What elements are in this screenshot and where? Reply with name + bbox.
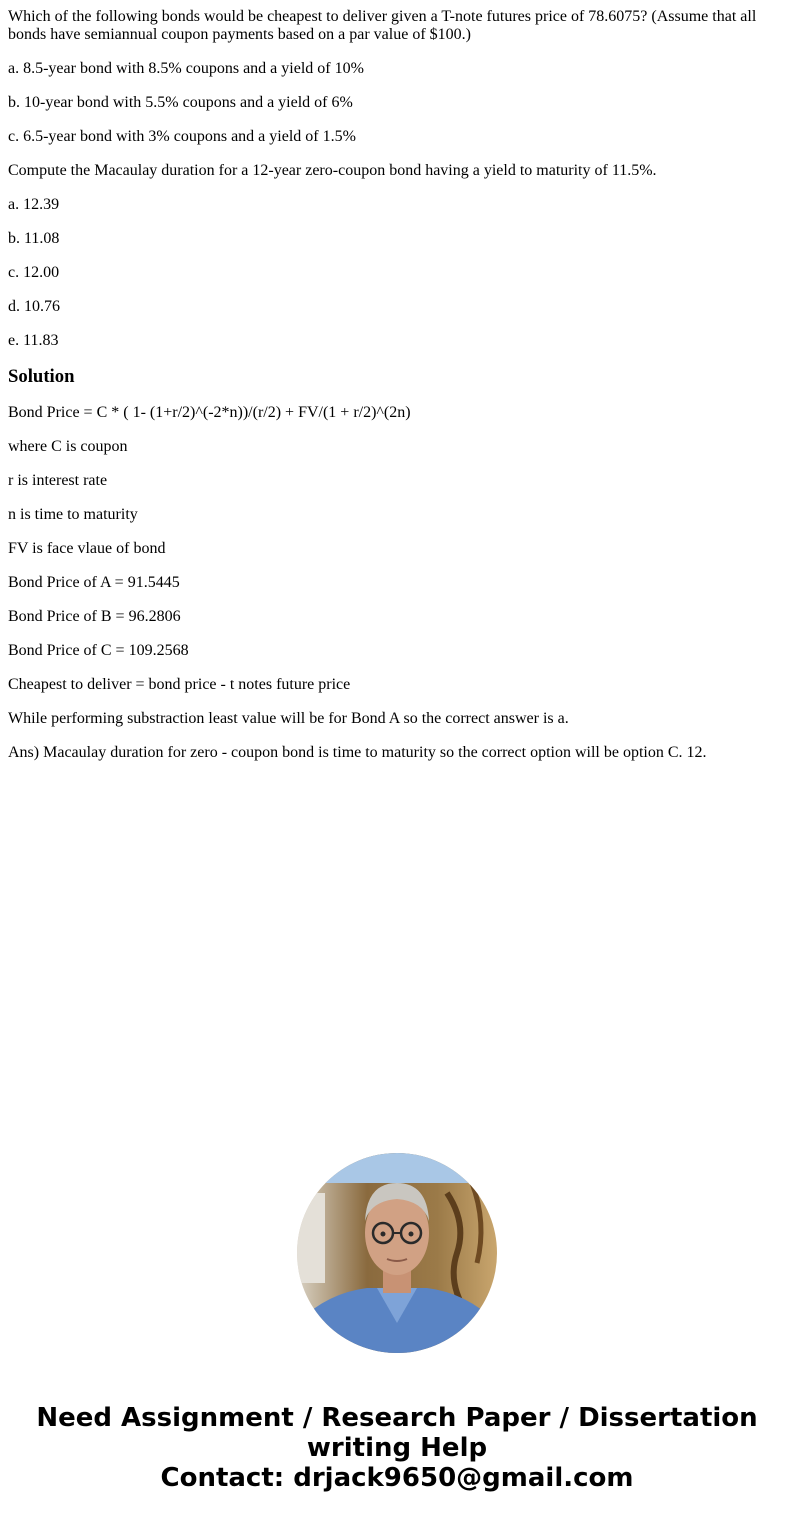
question-1-option-c: c. 6.5-year bond with 3% coupons and a yield of 1.5% [8,128,356,145]
solution-heading: Solution [8,366,75,387]
solution-line: r is interest rate [8,472,108,489]
question-2-option-e: e. 11.83 [8,332,59,349]
footer-contact-email: Contact: drjack9650@gmail.com [160,1463,634,1493]
question-1-text: Which of the following bonds would be cheapest to deliver given a T-note futures price of 78.6075? (Assume that all bonds have semiannual coupon payments based on a par value of $100.) [8,8,757,43]
footer-line-2: writing Help [306,1433,488,1463]
footer-line-1: Need Assignment / Research Paper / Dissertation [36,1403,758,1433]
question-2-option-b: b. 11.08 [8,230,60,247]
question-2-option-c: c. 12.00 [8,264,60,281]
solution-line: FV is face vlaue of bond [8,540,166,557]
author-portrait-icon [297,1153,497,1353]
question-1-option-b: b. 10-year bond with 5.5% coupons and a yield of 6% [8,94,353,111]
solution-line: n is time to maturity [8,506,138,523]
contact-footer [0,1403,794,1493]
solution-line: Ans) Macaulay duration for zero - coupon bond is time to maturity so the correct option will be option C. 12. [8,744,707,761]
solution-line: Bond Price = C * ( 1- (1+r/2)^(-2*n))/(r/2) + FV/(1 + r/2)^(2n) [8,404,411,421]
solution-line: Bond Price of C = 109.2568 [8,642,189,659]
author-avatar [297,1153,497,1353]
document-body [8,8,786,778]
solution-line: While performing substraction least value will be for Bond A so the correct answer is a. [8,710,569,727]
question-2-option-a: a. 12.39 [8,196,60,213]
solution-line: Cheapest to deliver = bond price - t notes future price [8,676,351,693]
question-1-option-a: a. 8.5-year bond with 8.5% coupons and a yield of 10% [8,60,364,77]
solution-line: Bond Price of B = 96.2806 [8,608,181,625]
question-2-text: Compute the Macaulay duration for a 12-year zero-coupon bond having a yield to maturity of 11.5%. [8,162,657,179]
question-2-option-d: d. 10.76 [8,298,60,315]
solution-line: where C is coupon [8,438,128,455]
solution-line: Bond Price of A = 91.5445 [8,574,180,591]
